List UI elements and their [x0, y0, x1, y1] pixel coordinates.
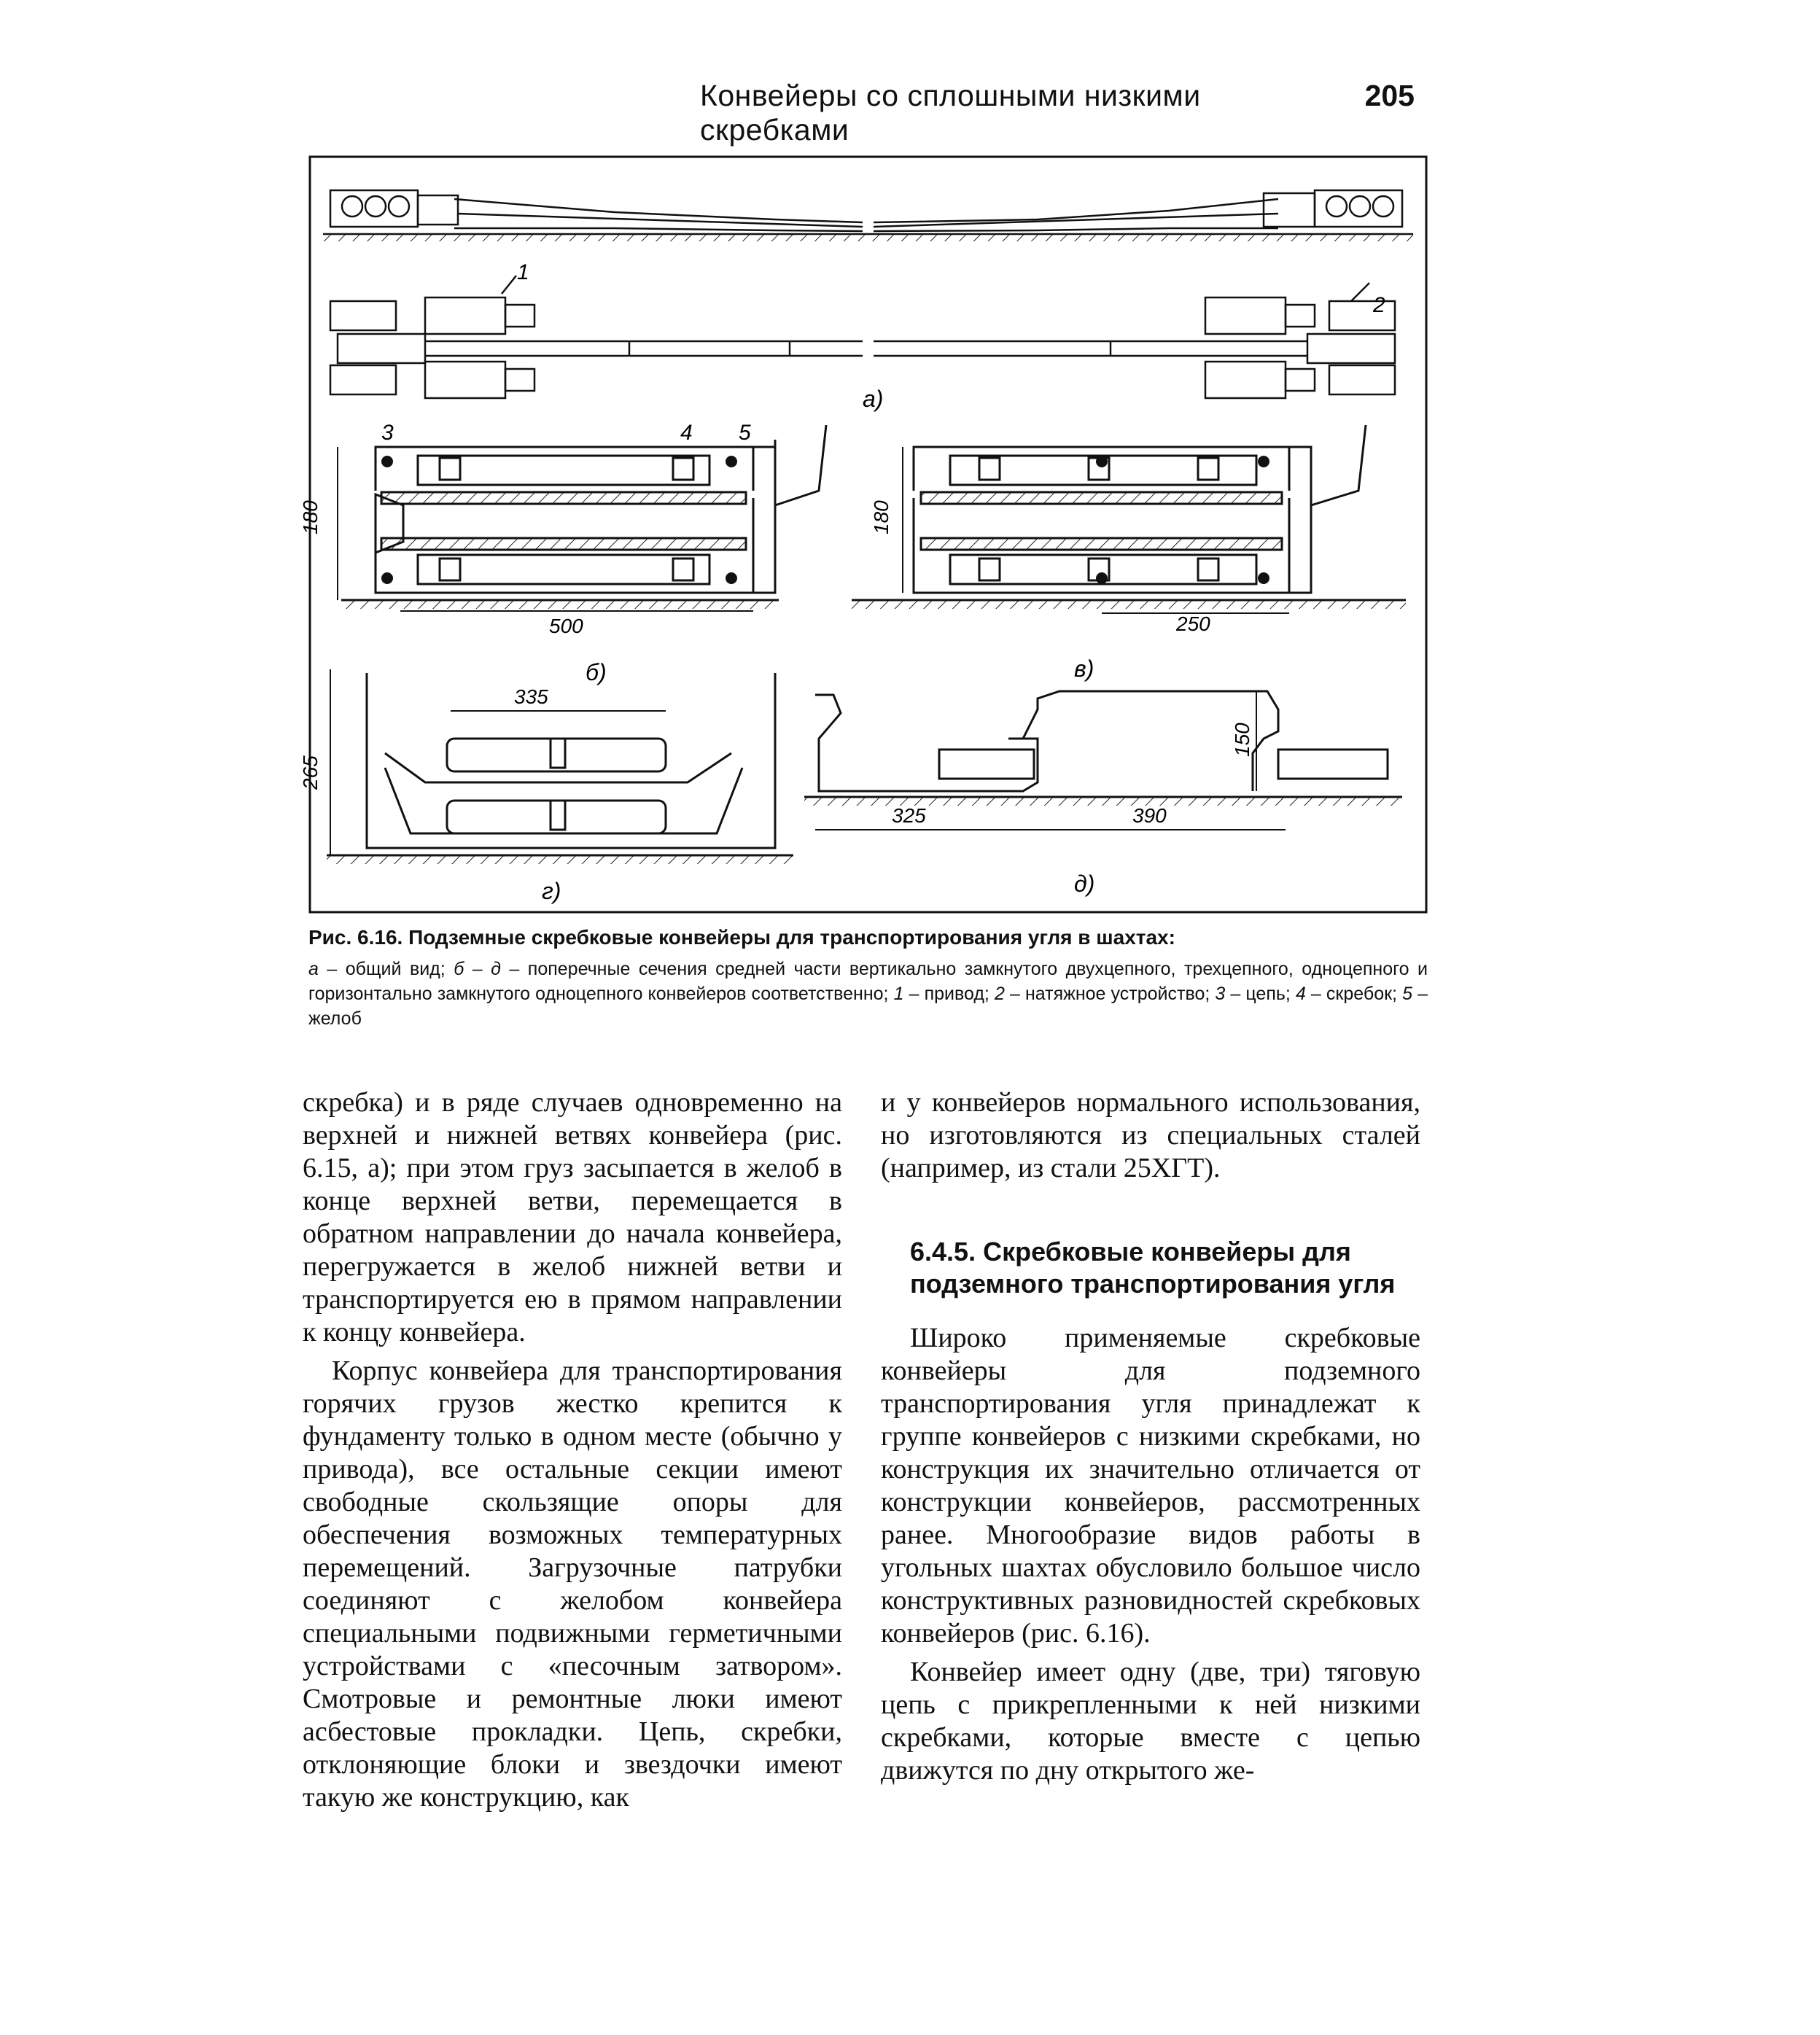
label-3: 3 [381, 421, 394, 445]
dim-500: 500 [549, 615, 583, 637]
label-a: а) [863, 386, 884, 412]
dim-250: 250 [1176, 612, 1210, 635]
caption-part: – скребок; [1305, 984, 1403, 1004]
view-b-chain-marks [381, 456, 737, 584]
page-number: 205 [1364, 79, 1415, 112]
figure-caption [308, 926, 1428, 1031]
label-5: 5 [739, 421, 751, 445]
right-paragraph-3: Конвейер имеет одну (две, три) тяговую цепь с прикрепленными к ней низкими скребками, которые вместе с цепью движутся по дну открытого же- [881, 1657, 1420, 1786]
caption-part: 2 [994, 984, 1005, 1004]
dim-335: 335 [514, 685, 548, 708]
view-v-chain-marks [1096, 456, 1269, 584]
view-b-section [338, 425, 826, 611]
left-paragraph-2: Корпус конвейера для транспортирования горячих грузов жестко крепится к фундаменту только в одном месте (обычно у привода), все остальные секции имеют свободные скользящие опоры для обеспечения возможных температурных перемещений. Загрузочные патрубки соединяют с желобом конвейера специальными подвижными герметичными устройствами с «песочным затвором». Смотровые и ремонтные люки имеют асбестовые прокладки. Цепь, скребки, отклоняющие блоки и звездочки имеют такую же конструкцию, как [303, 1355, 842, 1813]
caption-part: – натяжное устройство; [1004, 984, 1216, 1004]
label-v: в) [1074, 655, 1094, 682]
caption-part: – цепь; [1225, 984, 1296, 1004]
conveyor-drawing [299, 155, 1428, 914]
dim-325: 325 [892, 804, 926, 827]
caption-part: 4 [1295, 984, 1306, 1004]
caption-part: – желоб [308, 984, 1428, 1029]
caption-part: – общий вид; [318, 959, 454, 979]
right-column [881, 1086, 1420, 1787]
caption-part: – привод; [903, 984, 995, 1004]
right-paragraph-1: и у конвейеров нормального использования, но изготовляются из специальных сталей (например, из стали 25ХГТ). [881, 1087, 1420, 1183]
section-heading: 6.4.5. Скребковые конвейеры для подземного транспортирования угля [910, 1237, 1396, 1299]
dim-390: 390 [1132, 804, 1167, 827]
caption-part: 3 [1215, 984, 1226, 1004]
caption-title: Рис. 6.16. Подземные скребковые конвейеры для транспортирования угля в шахтах: [308, 926, 1175, 949]
left-column [303, 1086, 842, 1814]
label-4: 4 [680, 421, 693, 445]
dim-150: 150 [1231, 723, 1253, 757]
page-header [700, 79, 1415, 147]
caption-part: б [454, 959, 464, 979]
label-1: 1 [517, 260, 529, 284]
label-b: б) [586, 659, 607, 685]
label-d: д) [1074, 871, 1095, 897]
dim-180-right: 180 [870, 500, 892, 534]
dim-180-left: 180 [299, 500, 322, 534]
caption-part: 5 [1402, 984, 1412, 1004]
caption-part: 1 [893, 984, 904, 1004]
figure-6-16 [299, 155, 1428, 914]
view-v-section [852, 425, 1406, 613]
caption-text [308, 957, 1428, 1031]
caption-part: а [308, 959, 319, 979]
label-g: г) [542, 878, 561, 904]
caption-part: д [491, 959, 501, 979]
right-paragraph-2: Широко применяемые скребковые конвейеры для подземного транспортирования угля принадлежат к группе конвейеров с низкими скребками, но конструкция их значительно отличается от конструкции конвейеров, рассмотренных ранее. Многообразие видов работы в угольных шахтах обусловило большое число конструктивных разновидностей скребковых конвейеров (рис. 6.16). [881, 1323, 1420, 1649]
label-2: 2 [1373, 293, 1385, 317]
caption-part: – поперечные сечения средней части вертикально замкнутого двухцепного, трехцепного, одноцепного и горизонтально замкнутого одноцепного конвейеров соответственно; [308, 959, 1428, 1004]
view-a-side [323, 190, 1413, 241]
caption-part: – [464, 959, 491, 979]
view-a-plan [330, 276, 1395, 398]
left-paragraph-1: скребка) и в ряде случаев одновременно на верхней и нижней ветвях конвейера (рис. 6.15, а); при этом груз засыпается в желоб в конце верхней ветви, перемещается в обратном направлении до начала конвейера, перегружается в желоб нижней ветви и транспортируется ею в прямом направлении к концу конвейера. [303, 1087, 842, 1347]
running-title: Конвейеры со сплошными низкими скребками [700, 79, 1201, 147]
dim-265: 265 [299, 755, 322, 790]
view-g-section [327, 669, 793, 864]
